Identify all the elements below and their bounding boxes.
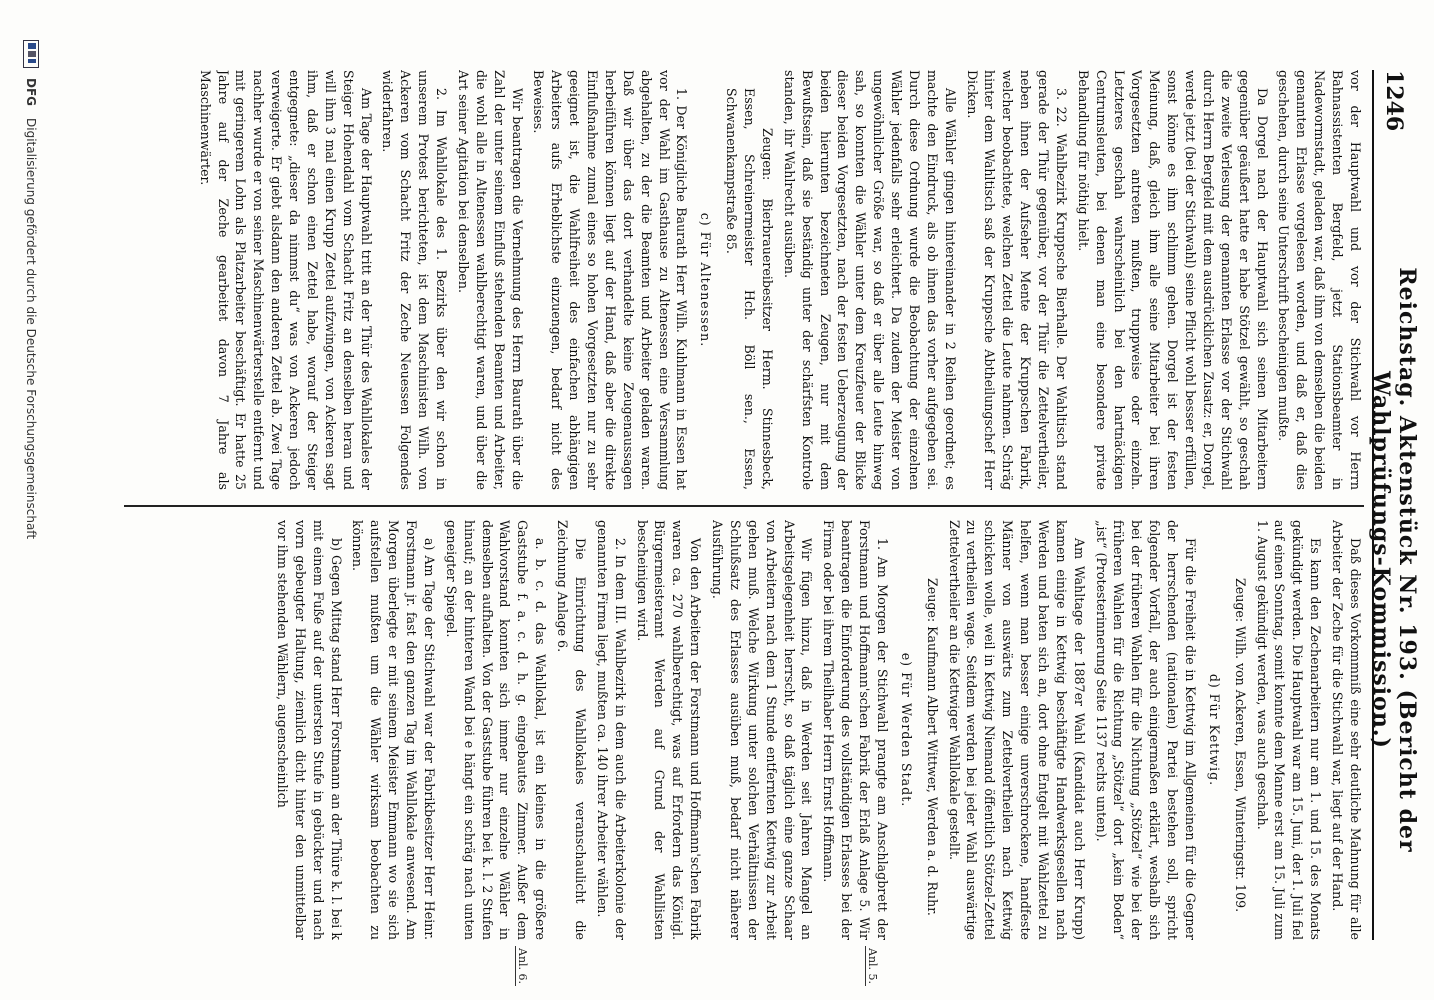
left-paragraph: 2. Im Wahllokale des 1. Bezirks über den wir schon in unserem Protest berichteten, ist dem Maschinisten Wilh. von Ackeren vom Schacht Fritz der Zeche Neuessen Folgendes widerfahren. — [380, 70, 450, 490]
right-paragraph: Es kann den Zechenarbeitern nur am 1. und 15. des Monats gekündigt werden. Die Hauptwahl war am 15. Juni, der 1. Juli fiel auf einen Sonntag, somit konnte dem Manne erst am 15. Juli zum 1. August gekündigt werden, was auch geschah. — [1254, 520, 1324, 940]
column-divider — [124, 505, 1364, 507]
right-paragraph: Daß dieses Vorkommniß eine sehr deutliche Mahnung für alle Arbeiter der Zeche für die Stichwahl war, liegt auf der Hand. — [1330, 520, 1363, 940]
margin-note-anlage-5: Anl. 5. — [866, 948, 879, 985]
right-paragraph: b) Gegen Mittag stand Herr Forstmann an der Thüre k. l. bei k mit einem Fuße auf der untersten Stufe in gebückter und nach vorn gebeugter Haltung, ziemlich dicht hinter den unmittelbar vor ihm stehenden Wählern, augenscheinlich — [275, 520, 344, 940]
right-section-heading: e) Für Werden Stadt. — [898, 652, 914, 808]
right-paragraph: 1. Am Morgen der Stichwahl prangte am Anschlagbrett der Forstmann und Hoffmann'schen Fabrik der Erlaß Anlage 5. Wir beantragen die Einforderung des vollständigen Erlasses bei der Firma oder bei ihrem Theilhaber Herrn Ernst Hoffmann. — [821, 520, 890, 940]
left-paragraph: Alle Wähler gingen hintereinander in 2 Reihen geordnet; es machte den Eindruck, als ob ihnen das vorher aufgegeben sei. Durch diese Ordnung wurde die Beobachtung der einzelnen Wähler jedenfalls sehr erleichtert. Da zudem der Meister von ungewöhnlicher Größe war, so daß er über alle Leute hinweg sah, so konnten die Wähler unter dem Kreuzfeuer der Blicke dieser beiden Vorgesetzten, nach der festen Ueberzeugung der beiden hierunten bezeichneten Zeugen, nur mit dem Bewußtsein, daß sie beständig unter der schärfsten Kontrole standen, ihr Wahlrecht ausüben. — [781, 70, 958, 490]
right-paragraph: a) Am Tage der Stichwahl war der Fabrikbesitzer Herr Heinr. Forstmann jr. fast den ganzen Tag im Wahllokale anwesend. Am Morgen überlegte er mit seinem Meister Emmann wo sie sich aufstellen mußten um die Wähler wirksam beobachten zu können. — [350, 520, 437, 940]
right-paragraph: a. b. c. d. das Wahllokal, ist ein kleines in die größere Gaststube f. a. c. d. h. g. eingebautes Zimmer. Außer dem Wahlvorstand konnten sich immer nur einzelne Wähler in demselben aufhalten. Von der Gaststube führen bei k. l. 2 Stufen hinauf; an der hinteren Wand bei e hängt ein schräg nach unten geneigter Spiegel. — [443, 520, 549, 940]
left-paragraph: Da Dorgel nach der Hauptwahl sich seinen Mitarbeitern gegenüber geäußert hatte er habe Stötzel gewählt, so geschah die zweite Verlesung der genannten Erlasse vor der Stichwahl durch Herrn Bergfeld mit dem ausdrücklichen Zusatz: er, Dorgel, werde jetzt (bei der Stichwahl) seine Pflicht wohl besser erfüllen, sonst könne es ihm schlimm gehen. Dorgel ist der festen Meinung, daß, gleich ihm alle seine Mitarbeiter bei ihren Vorgesetzten antreten mußten, truppweise oder einzeln. Letzteres geschah wahrscheinlich bei den hartnäckigen Centrumsleuten, bei denen man eine besondere private Behandlung für nöthig hielt. — [1075, 70, 1270, 490]
page-header — [1368, 70, 1420, 940]
margin-note-anlage-6: Anl. 6. — [516, 948, 529, 985]
right-section-heading: d) Für Kettwig. — [1206, 673, 1222, 787]
right-paragraph: 2. In dem III. Wahlbezirk in dem auch die Arbeiterkolonie der genannten Firma liegt, mußten ca. 140 ihrer Arbeiter wählen. — [594, 520, 628, 940]
digitization-footer — [16, 40, 46, 960]
right-paragraph: Für die Freiheit die in Kettwig im Allgemeinen für die Gegner der herrschenden (nationalen) Partei bestehen soll, spricht folgender Vorfall, der auch einigermaßen erklärt, weshalb sich bei der früheren Wahlen für die Nichtung „Stötzel“ wie bei der früheren Wahlen für die Richtung „Stötzel“ dort „kein Boden“ „ist“ (Protesterinnerung Seite 1137 rechts unten). — [1093, 520, 1198, 940]
digitization-notice: Digitalisierung gefördert durch die Deutsche Forschungsgemeinschaft — [24, 118, 38, 540]
right-paragraph: Am Wahltage der 1887er Wahl (Kandidat auch Herr Krupp) kamen einige in Kettwig beschäftigte Handwerksgesellen nach Werden und baten sich an, dort ohne Entgelt mit Wahlzettel zu helfen, wenn man besser einige unverschrockene, handfeste Männer von auswärts zum Zettelvertheilen nach Kettwig schicken wolle, weil in Kettwig Niemand öffentlich Stötzel-Zettel zu vertheilen wage. Seitdem werden bei jeder Wahl auswärtige Zettelvertheiler an die Kettwiger Wahllokale gestellt. — [946, 520, 1087, 940]
right-paragraph: Wir fügen hinzu, daß in Werden seit Jahren Mangel an Arbeitsgelegenheit herrscht, so daß täglich eine ganze Schaar von Arbeitern nach dem 1 Stunde entfernten Kettwig zur Arbeit gehen muß. Welche Wirkung unter solchen Verhältnissen der Schlußsatz des Erlasses ausüben muß, bedarf nicht näherer Ausführung. — [710, 520, 815, 940]
right-witness-line: Zeuge: Kaufmann Albert Wittwer, Werden a. d. Ruhr. — [924, 578, 940, 916]
left-paragraph: vor der Hauptwahl und vor der Stichwahl vor Herrn Bahnassistenten Bergfeld, jetzt Stationsbeamter in Nadewormstadt, geladen war, daß ihm von demselben die beiden genannten Erlasse vorgelesen worden, und daß er, daß dies geschehen, durch seine Unterschrift bescheinigen mußte. — [1276, 70, 1363, 490]
left-section-heading: c) Für Altenessen. — [698, 212, 714, 348]
right-paragraph: Von den Arbeitern der Forstmann und Hoffmann'schen Fabrik waren ca. 270 wahlberechtigt, was auf Erfordern das Königl. Bürgermeisteramt Werden auf Grund der Wahllisten bescheinigen wird. — [634, 520, 704, 940]
left-paragraph: Wir beantragen die Vernehmung des Herrn Baurath über die Zahl der unter seinem Einfluß stehenden Beamten und Arbeiter, die wohl alle in Altenessen wahlberechtigt waren, und über die Art seiner Agitation bei denselben. — [456, 70, 525, 490]
right-witness-line: Zeuge: Wilh. von Ackeren, Essen, Winteringstr. 109. — [1232, 578, 1248, 913]
left-paragraph: 1. Der Königliche Baurath Herr Wilh. Kuhlmann in Essen hat vor der Wahl im Gasthause zu Altenessen eine Versammlung abgehalten, zu der die Beamten und Arbeiter geladen waren. Daß wir über das dort verhandelte keine Zeugenaussagen herbeiführen können liegt auf der Hand, daß aber die direkte Einflußnahme zumal eines so hohen Vorgesetzten nur zu sehr geeignet ist, die Wahlfreiheit des einfachen abhängigen Arbeiters aufs Erheblichste einzuengen, bedarf nicht des Beweises. — [531, 70, 690, 490]
left-text-column — [64, 70, 1364, 490]
right-text-column — [64, 520, 1364, 940]
page-number: 1246 — [1381, 70, 1407, 132]
right-paragraph: Die Einrichtung des Wahllokales veranschaulicht die Zeichnung Anlage 6. — [555, 520, 588, 940]
page-title: Reichstag. Aktenstück Nr. 193. (Bericht der Wahlprüfungs-Kommission.) — [1368, 267, 1420, 853]
left-witness-line: Zeugen: Bierbrauereibesitzer Herm. Stinnesbeck, Essen, Schreinermeister Hch. Böll sen., Essen, Schwanenkampstraße 85. — [724, 88, 775, 490]
dfg-logo — [23, 40, 39, 68]
left-paragraph: Am Tage der Hauptwahl tritt an der Thür des Wahllokales der Steiger Hohendahl vom Schacht Fritz an denselben heran und will ihm 3 mal einen Krupp Zettel aufzwingen, von Ackeren sagt ihm, daß er schon einen Zettel habe, worauf der Steiger entgegnete: „dieser da nimmst du“ was von Ackeren jedoch verweigerte. Er giebt alsdann den anderen Zettel ab. Zwei Tage nachher wurde er von seiner Maschinenwärterstelle entfernt und mit geringerem Lohn als Platzarbeiter beschäftigt. Er hatte 25 Jahre auf der Zeche gearbeitet davon 7 Jahre als Maschinenwärter. — [197, 70, 374, 490]
dfg-logo-label: DFG — [24, 78, 38, 107]
left-paragraph: 3. 22. Wahlbezirk Kruppsche Bierhalle. Der Wahltisch stand gerade der Thür gegenüber, vor der Thür die Zettelvertheiler, neben ihnen der Aufseher Mente der Kruppschen Fabrik, welcher beobachtete, welchen Zettel die Leute nahmen. Schräg hinter dem Wahltisch saß der Kruppsche Abtheilungschef Herr Dicken. — [964, 70, 1069, 490]
